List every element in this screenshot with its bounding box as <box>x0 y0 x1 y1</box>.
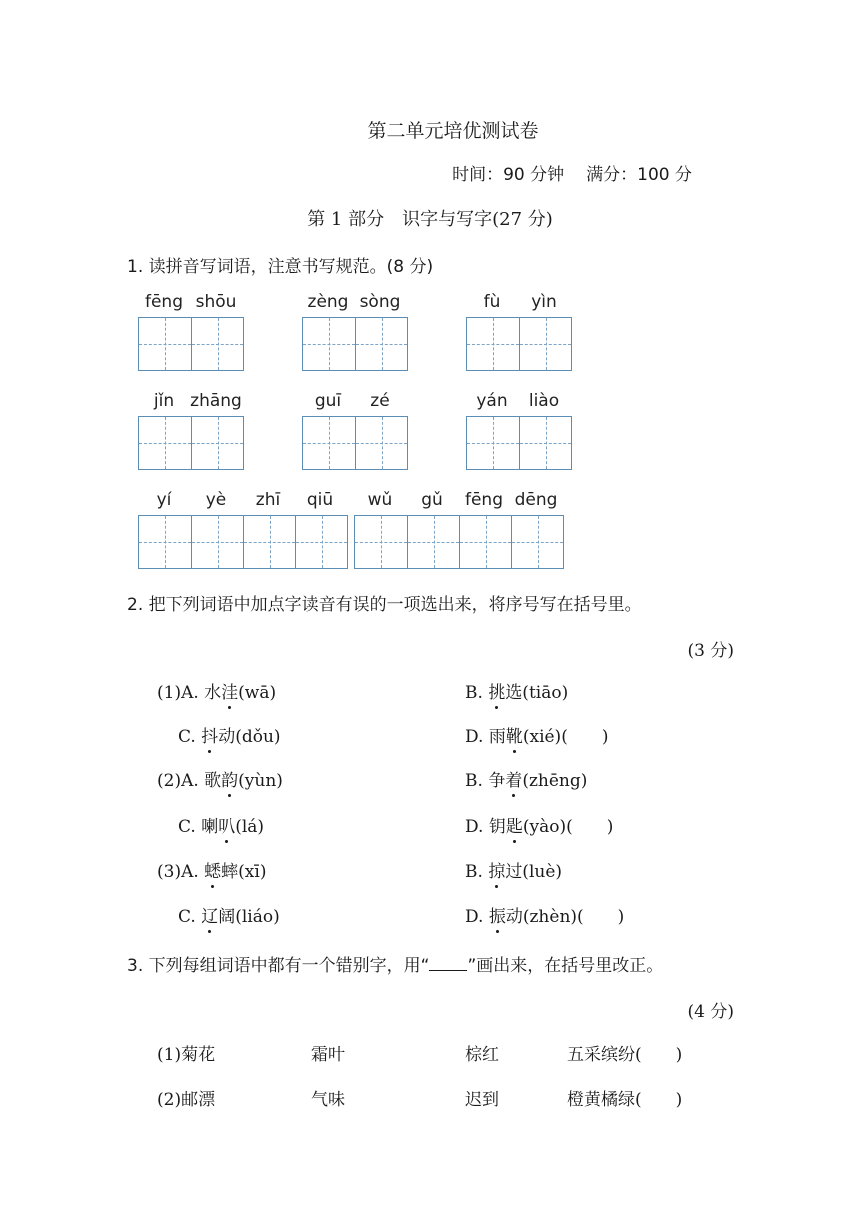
dotted-character: 抖 <box>201 722 218 747</box>
writing-cell[interactable] <box>191 516 243 568</box>
writing-cell[interactable] <box>139 318 191 370</box>
question-1: 1. 读拼音写词语，注意书写规范。(8 分) <box>127 257 434 277</box>
writing-cell[interactable] <box>303 417 355 469</box>
pinyin-label: guī <box>314 391 342 411</box>
word-item: 橙黄橘绿( ) <box>567 1090 683 1110</box>
option-c: C. 抖动(dǒu) <box>178 722 281 747</box>
word-item: 五采缤纷( ) <box>567 1045 683 1065</box>
question-3-score: (4 分) <box>687 1002 734 1022</box>
pinyin-label: fēng <box>144 292 183 312</box>
option-c: C. 辽阔(liáo) <box>178 902 280 927</box>
writing-cell[interactable] <box>295 516 347 568</box>
writing-cell[interactable] <box>139 417 191 469</box>
option-c: C. 喇叭(lá) <box>178 812 264 837</box>
writing-cell[interactable] <box>191 417 243 469</box>
dotted-character: 洼 <box>221 678 238 703</box>
pinyin-label: fù <box>483 292 501 312</box>
pinyin-label: zhāng <box>190 391 242 411</box>
dotted-character: 韵 <box>221 766 238 791</box>
question-2-score: (3 分) <box>687 641 734 661</box>
dotted-character: 辽 <box>201 902 218 927</box>
section-heading: 第 1 部分 识字与写字(27 分) <box>307 209 553 230</box>
dotted-character: 挑 <box>488 678 505 703</box>
writing-cell[interactable] <box>191 318 243 370</box>
option-b: B. 争着(zhēng) <box>465 766 587 791</box>
pinyin-label: sòng <box>359 292 401 312</box>
option-a: (3)A. 蟋蟀(xī) <box>157 857 266 882</box>
pinyin-label: yí <box>156 490 172 510</box>
dotted-character: 匙 <box>506 812 523 837</box>
writing-cell[interactable] <box>459 516 511 568</box>
pinyin-label: jǐn <box>153 391 175 411</box>
writing-cell[interactable] <box>355 417 407 469</box>
tianzige-grid[interactable] <box>466 317 572 371</box>
option-b: B. 挑选(tiāo) <box>465 678 568 703</box>
question-3: 3. 下列每组词语中都有一个错别字，用“ ”画出来，在括号里改正。 <box>127 956 664 976</box>
pinyin-label: fēng <box>464 490 503 510</box>
pinyin-label: dēng <box>514 490 558 510</box>
tianzige-grid[interactable] <box>138 515 348 569</box>
tianzige-grid[interactable] <box>138 416 244 470</box>
pinyin-label: yán <box>476 391 508 411</box>
exam-meta <box>452 160 692 185</box>
dotted-character: 振 <box>489 902 506 927</box>
word-item: (2)邮漂 <box>157 1090 216 1110</box>
writing-cell[interactable] <box>511 516 563 568</box>
pinyin-label: wǔ <box>367 490 393 510</box>
tianzige-grid[interactable] <box>138 317 244 371</box>
writing-cell[interactable] <box>519 318 571 370</box>
option-d: D. 钥匙(yào)( ) <box>465 812 613 837</box>
option-d: D. 雨靴(xié)( ) <box>465 722 608 747</box>
tianzige-grid[interactable] <box>354 515 564 569</box>
dotted-character: 蟋 <box>204 857 221 882</box>
word-item: 迟到 <box>465 1090 499 1110</box>
writing-cell[interactable] <box>303 318 355 370</box>
tianzige-grid[interactable] <box>302 317 408 371</box>
pinyin-label: liào <box>528 391 560 411</box>
pinyin-label: shōu <box>195 292 237 312</box>
tianzige-grid[interactable] <box>466 416 572 470</box>
dotted-character: 靴 <box>506 722 523 747</box>
word-item: 霜叶 <box>311 1045 345 1065</box>
pinyin-label: zé <box>370 391 390 411</box>
dotted-character: 着 <box>505 766 522 791</box>
writing-cell[interactable] <box>467 318 519 370</box>
question-2: 2. 把下列词语中加点字读音有误的一项选出来，将序号写在括号里。 <box>127 595 642 615</box>
dotted-character: 叭 <box>218 812 235 837</box>
pinyin-label: gǔ <box>421 490 443 510</box>
pinyin-label: zhī <box>255 490 281 510</box>
pinyin-label: qiū <box>306 490 334 510</box>
writing-cell[interactable] <box>355 516 407 568</box>
word-item: 棕红 <box>465 1045 499 1065</box>
tianzige-grid[interactable] <box>302 416 408 470</box>
writing-cell[interactable] <box>519 417 571 469</box>
full-score: 满分：100 分 <box>586 165 692 185</box>
option-a: (1)A. 水洼(wā) <box>157 678 276 703</box>
dotted-character: 掠 <box>488 857 505 882</box>
writing-cell[interactable] <box>139 516 191 568</box>
pinyin-label: zèng <box>307 292 349 312</box>
page-title: 第二单元培优测试卷 <box>367 120 539 142</box>
underline-blank <box>429 956 467 971</box>
pinyin-label: yè <box>205 490 227 510</box>
option-d: D. 振动(zhèn)( ) <box>465 902 624 927</box>
option-b: B. 掠过(luè) <box>465 857 562 882</box>
writing-cell[interactable] <box>243 516 295 568</box>
writing-cell[interactable] <box>407 516 459 568</box>
time-limit: 时间：90 分钟 <box>452 165 565 185</box>
word-item: (1)菊花 <box>157 1045 216 1065</box>
writing-cell[interactable] <box>355 318 407 370</box>
option-a: (2)A. 歌韵(yùn) <box>157 766 283 791</box>
pinyin-label: yìn <box>531 292 557 312</box>
word-item: 气味 <box>311 1090 345 1110</box>
writing-cell[interactable] <box>467 417 519 469</box>
